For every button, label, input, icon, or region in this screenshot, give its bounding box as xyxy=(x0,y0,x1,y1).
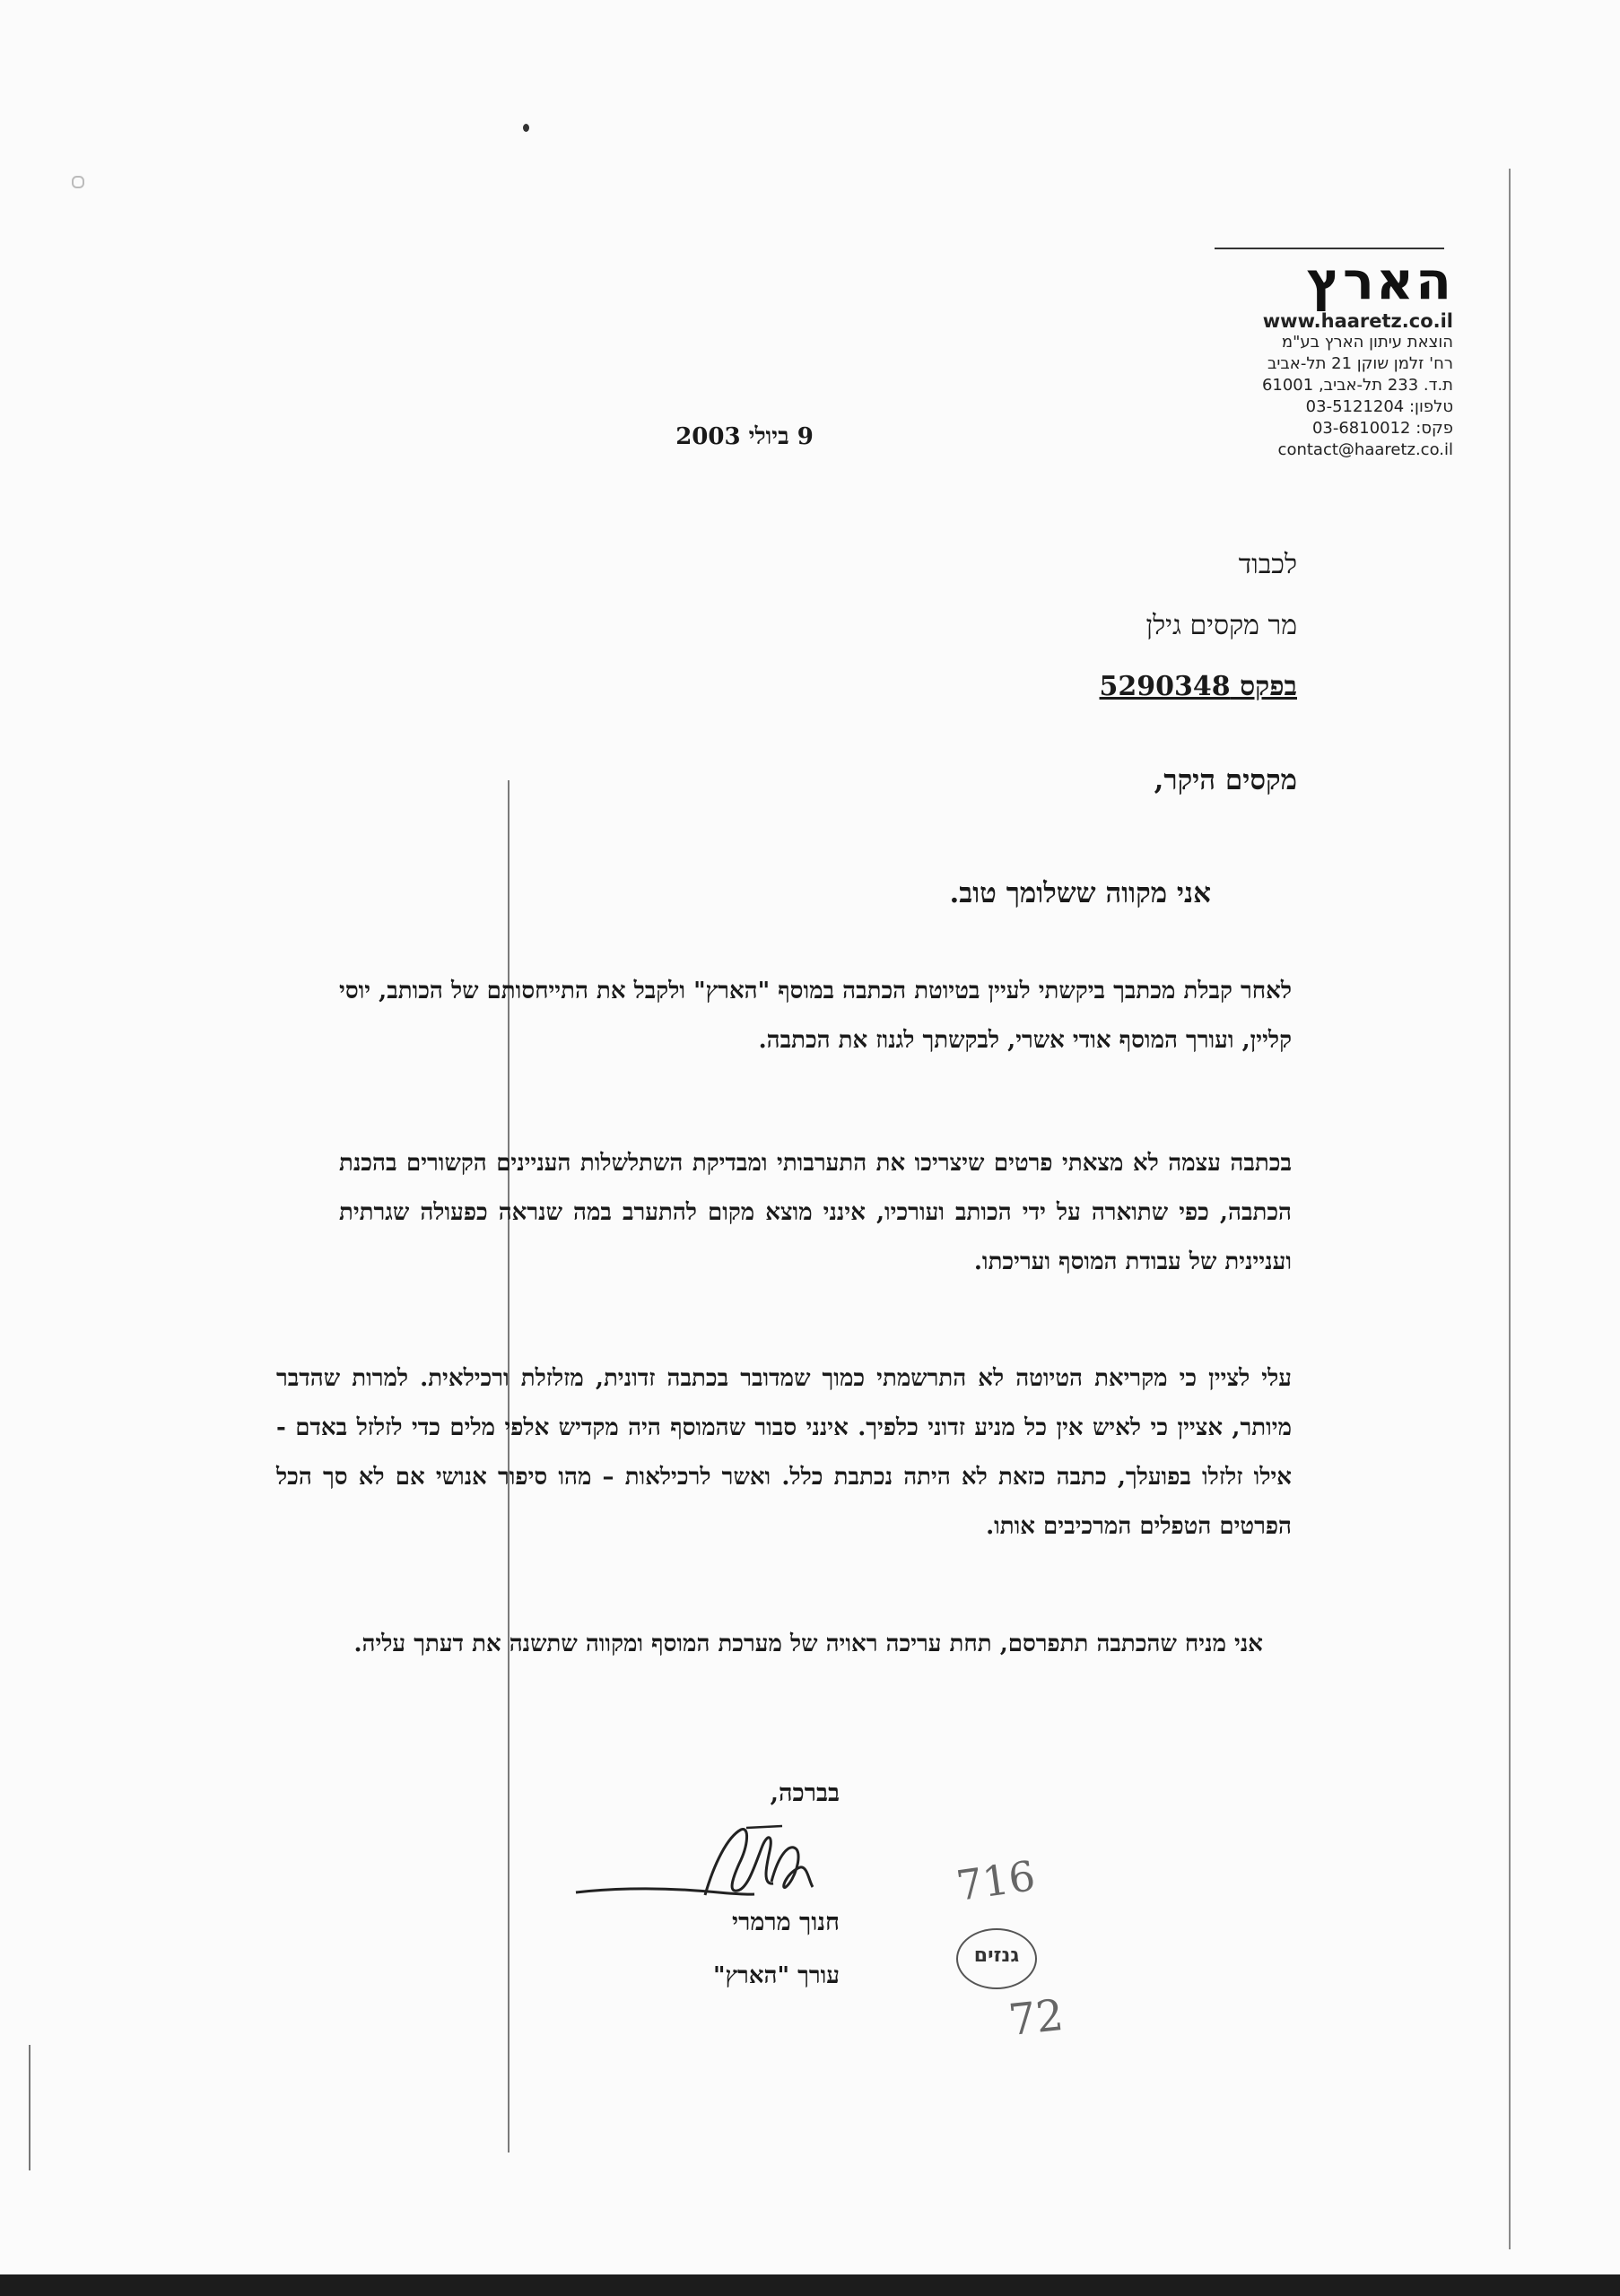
signer-name: חנוך מרמרי xyxy=(732,1909,840,1936)
letterhead-email: contact@haaretz.co.il xyxy=(1277,440,1453,459)
scan-edge-band xyxy=(0,2274,1620,2296)
letterhead-phone: טלפון: 03-5121204 xyxy=(1305,397,1453,416)
opening-line: אני מקווה ששלומך טוב. xyxy=(949,877,1211,909)
letterhead-pobox: ת.ד. 233 תל-אביב, 61001 xyxy=(1261,376,1453,395)
body-paragraph: לאחר קבלת מכתבך ביקשתי לעיין בטיוטת הכתבה במוסף "הארץ" ולקבל את התייחסותם של הכותב, יוסי קליין, ועורך המוסף אודי אשרי, לבקשתך לגנוז את הכתבה. xyxy=(339,978,1292,1054)
letterhead xyxy=(1157,248,1453,461)
closing: בברכה, xyxy=(770,1779,840,1807)
body-paragraph: בכתבה עצמה לא מצאתי פרטים שיצריכו את התערבותי ומבדיקת השתלשלות העניינים הקשורים בהכנת הכתבה, כפי שתוארה על ידי הכותב ועורכיו, אינני מוצא מקום להתערב במה שנראה כפעולה שגרתית ועניינית של עבודת המוסף ועריכתו. xyxy=(339,1150,1292,1275)
letterhead-street: רח' זלמן שוקן 21 תל-אביב xyxy=(1267,354,1453,373)
signer-title: עורך "הארץ" xyxy=(712,1962,840,1989)
letterhead-rule xyxy=(1215,248,1444,249)
ink-dot xyxy=(523,124,529,132)
handwritten-note: 716 xyxy=(953,1851,1039,1910)
archive-stamp xyxy=(956,1928,1037,1989)
letterhead-fax: פקס: 03-6810012 xyxy=(1311,419,1453,438)
archive-stamp-label: גנזים xyxy=(973,1944,1020,1967)
scan-fold-line-right xyxy=(1509,169,1511,2249)
handwritten-note: 72 xyxy=(1006,1989,1067,2047)
body-paragraph: עלי לציין כי מקריאת הטיוטה לא התרשמתי כמוך שמדובר בכתבה זדונית, מזלזלת ורכילאית. למרות שהדבר מיותר, אציין כי לאיש אין כל מניע זדוני כלפיך. אינני סבור שהמוסף היה מקדיש אלפי מלים כדי לזלזל באדם - אילו זלזלו בפועלך, כתבה כזאת לא היתה נכתבת כלל. ואשר לרכילאות – מהו סיפור אנושי אם לא סך הכל הפרטים הטפלים המרכיבים אותו. xyxy=(276,1365,1292,1540)
greeting: מקסים היקר, xyxy=(1154,764,1297,796)
scan-speck xyxy=(72,176,84,188)
letter-date: 9 ביולי 2003 xyxy=(675,423,814,450)
scan-mark-left xyxy=(29,2045,30,2170)
addressee-name: מר מקסים גילן xyxy=(1145,610,1297,641)
addressee-block xyxy=(897,549,1297,732)
newspaper-logo: הארץ xyxy=(1306,250,1453,311)
letterhead-company: הוצאת עיתון הארץ בע"מ xyxy=(1281,333,1453,352)
body-paragraph: אני מניח שהכתבה תתפרסם, תחת עריכה ראויה של מערכת המוסף ומקווה שתשנה את דעתך עליה. xyxy=(353,1631,1263,1657)
addressee-fax: בפקס 5290348 xyxy=(1099,671,1297,702)
letterhead-url: www.haaretz.co.il xyxy=(1262,310,1453,332)
addressee-salutation: לכבוד xyxy=(1238,549,1297,580)
